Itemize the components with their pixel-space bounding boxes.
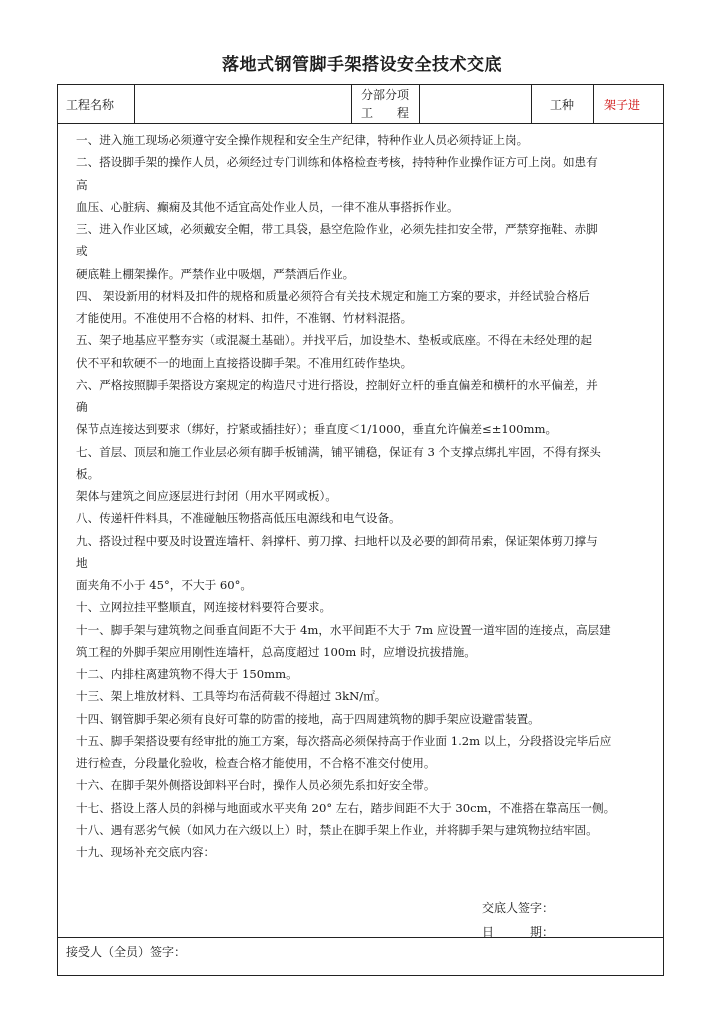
content-line: 八、传递杆件料具，不准碰触压物搭高低压电源线和电气设备。 — [76, 511, 401, 526]
trade-value[interactable]: 架子进 — [604, 98, 641, 112]
content-line: 进行检查，分段量化验收，检查合格才能使用，不合格不准交付使用。 — [76, 756, 436, 770]
receiver-signature-label: 接受人（全员）签字： — [66, 945, 187, 959]
content-line: 硬底鞋上棚架操作。严禁作业中吸烟，严禁酒后作业。 — [76, 266, 355, 281]
content-line: 确 — [76, 400, 88, 414]
content-line: 板。 — [76, 466, 100, 481]
content-line: 架体与建筑之间应逐层进行封闭（用水平网或板）。 — [76, 489, 337, 503]
content-line: 十九、现场补充交底内容： — [76, 845, 216, 859]
content-line: 十二、内排柱离建筑物不得大于 150mm。 — [76, 667, 298, 681]
project-name-label: 工程名称 — [66, 98, 115, 112]
grid-line — [351, 85, 352, 123]
date-label: 日 期： — [482, 925, 555, 939]
content-line: 保节点连接达到要求（绑好，拧紧或插挂好）；垂直度＜1/1000，垂直允许偏差≤±100mm。 — [76, 422, 558, 437]
content-line: 十四、钢管脚手架必须有良好可靠的防雷的接地，高于四周建筑物的脚手架应设避雷装置。 — [76, 711, 540, 726]
content-line: 五、架子地基应平整夯实（或混凝土基础）。并找平后，加设垫木、垫板或底座。不得在未经处理的起 — [76, 333, 592, 348]
content-line: 十三、架上堆放材料、工具等均布活荷载不得超过 3kN/㎡。 — [76, 689, 387, 704]
content-line: 十八、遇有恶劣气候（如风力在六级以上）时，禁止在脚手架上作业，并将脚手架与建筑物拉结牢固。 — [76, 822, 598, 837]
content-line: 才能使用。不准使用不合格的材料、扣件，不准钢、竹材料混搭。 — [76, 311, 413, 325]
content-line: 一、进入施工现场必须遵守安全操作规程和安全生产纪律，特种作业人员必须持证上岗。 — [76, 133, 529, 147]
content-line: 十六、在脚手架外侧搭设卸料平台时，操作人员必须先系扣好安全带。 — [76, 778, 436, 793]
grid-line — [134, 85, 135, 123]
content-line: 十七、搭设上落人员的斜梯与地面或水平夹角 20° 左右，踏步间距不大于 30cm，不准搭在靠高压一侧。 — [76, 800, 616, 815]
sub-project-label-line2: 工 程 — [361, 106, 410, 120]
content-line: 面夹角不小于 45°，不大于 60°。 — [76, 578, 253, 592]
content-line: 十一、脚手架与建筑物之间垂直间距不大于 4m，水平间距不大于 7m 应设置一道牢固的连接点，高层建 — [76, 622, 611, 637]
grid-line — [419, 85, 420, 123]
disclosure-table — [57, 84, 664, 976]
content-line: 二、搭设脚手架的操作人员，必须经过专门训练和体格检查考核，持特种作业操作证方可上岗。如患有 — [76, 155, 598, 170]
content-line: 伏不平和软硬不一的地面上直接搭设脚手架。不准用红砖作垫块。 — [76, 355, 413, 370]
receiver-divider — [58, 937, 663, 938]
content-line: 血压、心脏病、癫痫及其他不适宜高处作业人员，一律不准从事搭拆作业。 — [76, 199, 459, 214]
content-line: 筑工程的外脚手架应用刚性连墙杆，总高度超过 100m 时，应增设抗拔措施。 — [76, 644, 476, 659]
header-divider — [58, 123, 663, 124]
document-title: 落地式钢管脚手架搭设安全技术交底 — [222, 55, 502, 75]
content-line: 十五、脚手架搭设要有经审批的施工方案，每次搭高必须保持高于作业面 1.2m 以上，分段搭设完毕后应 — [76, 733, 612, 748]
content-line: 地 — [76, 555, 88, 570]
content-line: 九、搭设过程中要及时设置连墙杆、斜撑杆、剪刀撑、扫地杆以及必要的卸荷吊索，保证架体剪刀撑与 — [76, 533, 598, 548]
discloser-signature-label: 交底人签字： — [482, 901, 555, 915]
content-line: 六、严格按照脚手架搭设方案规定的构造尺寸进行搭设，控制好立杆的垂直偏差和横杆的水平偏差，并 — [76, 377, 598, 392]
grid-line — [531, 85, 532, 123]
content-line: 三、进入作业区域，必须戴安全帽，带工具袋，悬空危险作业，必须先挂扣安全带，严禁穿拖鞋、赤脚 — [76, 222, 598, 236]
grid-line — [593, 85, 594, 123]
trade-label: 工种 — [550, 98, 575, 112]
content-line: 七、首层、顶层和施工作业层必须有脚手板铺满，铺平铺稳，保证有 3 个支撑点绑扎牢固，不得有探头 — [76, 444, 601, 459]
content-line: 高 — [76, 177, 88, 192]
sub-project-label-line1: 分部分项 — [361, 88, 410, 102]
content-line: 或 — [76, 244, 88, 259]
content-line: 四、 架设新用的材料及扣件的规格和质量必须符合有关技术规定和施工方案的要求，并经试验合格后 — [76, 288, 590, 303]
disclosure-content — [76, 129, 656, 863]
content-line: 十、立网拉挂平整顺直，网连接材料要符合要求。 — [76, 600, 332, 615]
